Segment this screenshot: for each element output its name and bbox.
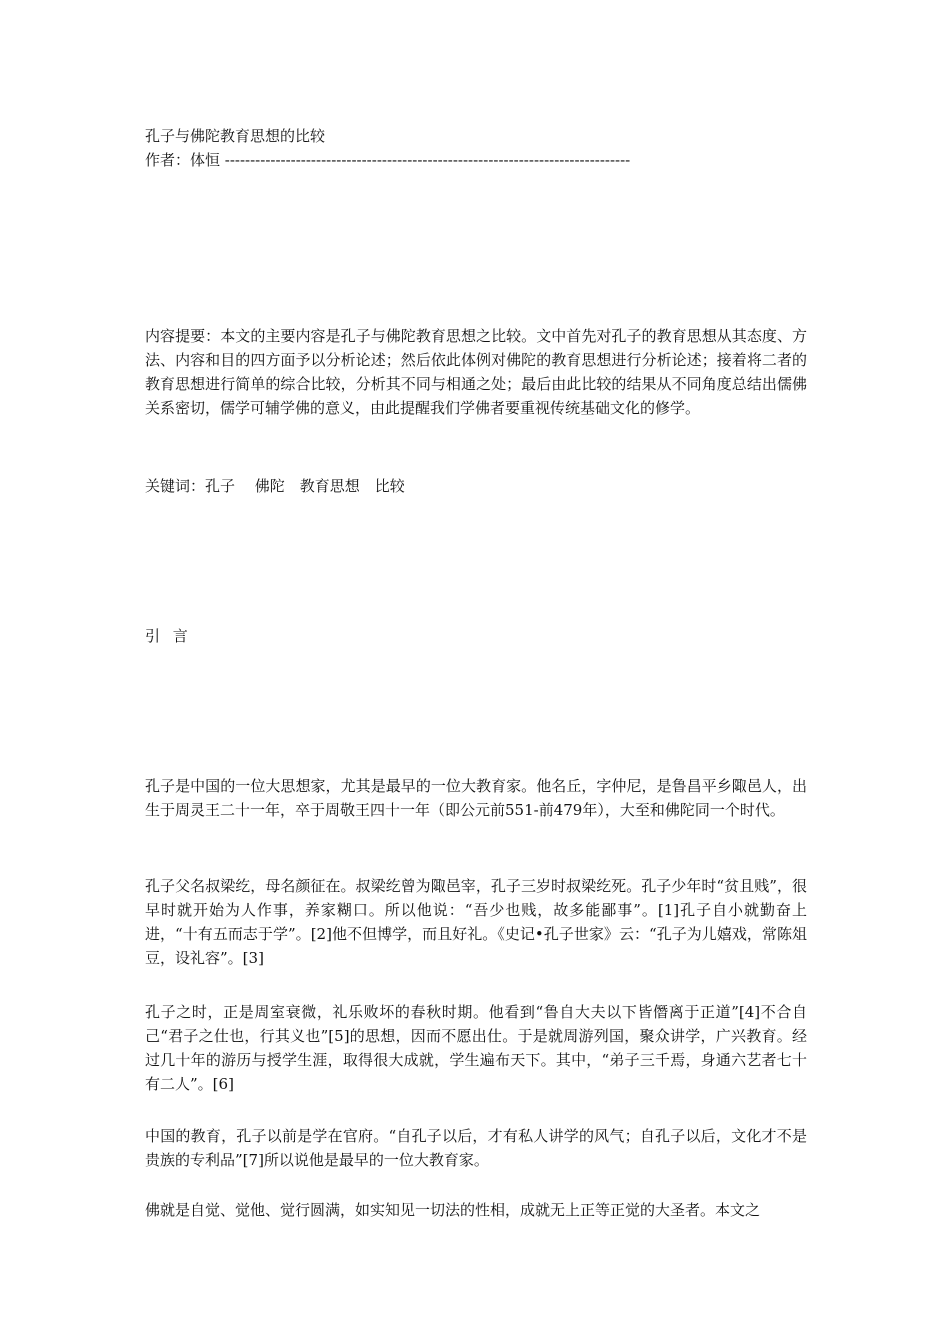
section-heading-intro: 引 言 <box>145 627 192 645</box>
document-title: 孔子与佛陀教育思想的比较 <box>145 127 326 145</box>
body-paragraph: 孔子是中国的一位大思想家，尤其是最早的一位大教育家。他名丘，字仲尼，是鲁昌平乡陬邑人，出生于周灵王二十一年，卒于周敬王四十一年（即公元前551-前479年），大至和佛陀同一个时代。 <box>145 777 807 819</box>
document-header <box>145 124 807 172</box>
body-paragraph: 孔子父名叔梁纥，母名颜征在。叔梁纥曾为陬邑宰，孔子三岁时叔梁纥死。孔子少年时“贫且贱”，很早时就开始为人作事，养家糊口。所以他说：“吾少也贱，故多能鄙事”。[1]孔子自小就勤奋上进，“十有五而志于学”。[2]他不但博学，而且好礼。《史记•孔子世家》云：“孔子为儿嬉戏，常陈俎豆，设礼容”。[3] <box>145 877 807 967</box>
body-paragraph: 佛就是自觉、觉他、觉行圆满，如实知见一切法的性相，成就无上正等正觉的大圣者。本文之 <box>145 1201 761 1219</box>
body-paragraph: 中国的教育，孔子以前是学在官府。“自孔子以后，才有私人讲学的风气；自孔子以后，文化才不是贵族的专利品”[7]所以说他是最早的一位大教育家。 <box>145 1127 807 1169</box>
body-paragraph: 孔子之时，正是周室衰微，礼乐败坏的春秋时期。他看到“鲁自大夫以下皆僭离于正道”[4]不合自己“君子之仕也，行其义也”[5]的思想，因而不愿出仕。于是就周游列国，聚众讲学，广兴教育。经过几十年的游历与授学生涯，取得很大成就，学生遍布天下。其中，“弟子三千焉，身通六艺者七十有二人”。[6] <box>145 1003 807 1093</box>
abstract-paragraph: 内容提要：本文的主要内容是孔子与佛陀教育思想之比较。文中首先对孔子的教育思想从其态度、方法、内容和目的四方面予以分析论述；然后依此体例对佛陀的教育思想进行分析论述；接着将二者的教育思想进行简单的综合比较，分析其不同与相通之处；最后由此比较的结果从不同角度总结出儒佛关系密切，儒学可辅学佛的意义，由此提醒我们学佛者要重视传统基础文化的修学。 <box>145 327 807 417</box>
author-line: 作者：体恒 -------------------------------------------------------------------------------- <box>145 151 631 169</box>
keywords-line: 关键词：孔子 佛陀 教育思想 比较 <box>145 477 405 495</box>
